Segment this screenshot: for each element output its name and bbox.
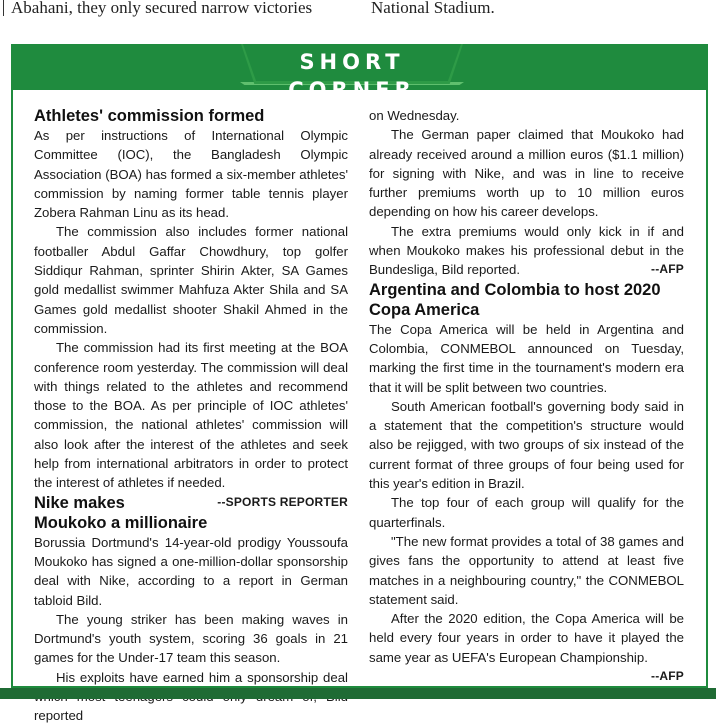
nike-paragraph-3-continued: on Wednesday. <box>369 108 460 123</box>
headline-nike: Nike makes Moukoko a millionaire <box>34 493 208 532</box>
left-column <box>34 106 348 726</box>
nike-paragraph-4: The German paper claimed that Moukoko had already received around a million euros ($1.1 million) for signing with Nike, and was in line to receive further premiums worth up to 10 million euros depending on how his career develops. <box>369 127 684 220</box>
athletes-paragraph-1: As per instructions of International Olympic Committee (IOC), the Bangladesh Olympic Association (BOA) has formed a six-member athletes' commission by naming former table tennis player Zobera Rahman Linu as its head. <box>34 128 348 221</box>
nike-paragraph-3: His exploits have earned him a sponsorship deal reported <box>34 669 348 724</box>
nike-paragraph-5-text: The extra premiums would only kick in if and when Moukoko makes his professional debut in the Bundesliga, Bild reported. <box>369 223 684 278</box>
headline-athletes: Athletes' commission formed <box>34 107 265 125</box>
athletes-paragraph-3-text: The commission had its first meeting at the BOA conference room yesterday. The commission will deal with things related to the athletes and recommend those to the BOA. As per principle of IOC athletes' commission, the national athletes' commission will also look after the interest of the athletes and seek help from international arbitrators in order to protect the interest of athletes if needed. <box>34 340 348 491</box>
headline-copa: Argentina and Colombia to host 2020 Copa America <box>369 280 661 319</box>
column-rule <box>3 0 4 16</box>
copa-paragraph-5 <box>369 609 684 684</box>
copa-paragraph-2: South American football's governing body said in a statement that the competition's structure would also be rejigged, with two groups of six instead of the current format of three groups of four being used for this year's edition in Brazil. <box>369 398 684 492</box>
credit-afp-copa: --AFP <box>651 669 684 684</box>
nike-paragraph-1: Borussia Dortmund's 14-year-old prodigy Youssoufa Moukoko has signed a one-million-dollar sponsorship deal with Nike, according to a report in German tabloid Bild. <box>34 534 348 608</box>
previous-article-strip <box>0 0 716 22</box>
page-bottom-bar <box>0 688 716 699</box>
nike-paragraph-2: The young striker has been making waves in Dortmund's youth system, scoring 36 goals in 21 games for the Under-17 team this season. <box>34 611 348 666</box>
copa-paragraph-4: "The new format provides a total of 38 games and gives fans the opportunity to attend at least five matches in a neighbouring country," the CONMEBOL statement said. <box>369 533 684 607</box>
section-title: SHORT CORNER <box>288 50 416 102</box>
athletes-paragraph-3 <box>34 338 348 509</box>
athletes-paragraph-2: The commission also includes former national footballer Abdul Gaffar Chowdhury, top golfer Siddiqur Rahman, sprinter Shirin Akter, SA Games gold medallist swimmer Mahfuza Akter Shila and SA Games gold medallist shooter Shakil Ahmed in the commission. <box>34 224 348 336</box>
credit-afp-nike: --AFP <box>651 262 684 277</box>
copa-paragraph-5-text: After the 2020 edition, the Copa America will be held every four years in order to have it played the same year as UEFA's European Championship. <box>369 611 684 665</box>
previous-text-right: National Stadium. <box>371 0 495 17</box>
copa-paragraph-3: The top four of each group will qualify for the quarterfinals. <box>369 495 684 530</box>
credit-sports-reporter: --SPORTS REPORTER <box>217 494 348 509</box>
copa-paragraph-1: The Copa America will be held in Argentina and Colombia, CONMEBOL announced on Tuesday, marking the first time in the tournament's modern era that it will be split between two countries. <box>369 321 684 395</box>
previous-text-left: Abahani, they only secured narrow victories <box>11 0 313 17</box>
nike-paragraph-5 <box>369 222 684 280</box>
right-column <box>369 106 684 686</box>
